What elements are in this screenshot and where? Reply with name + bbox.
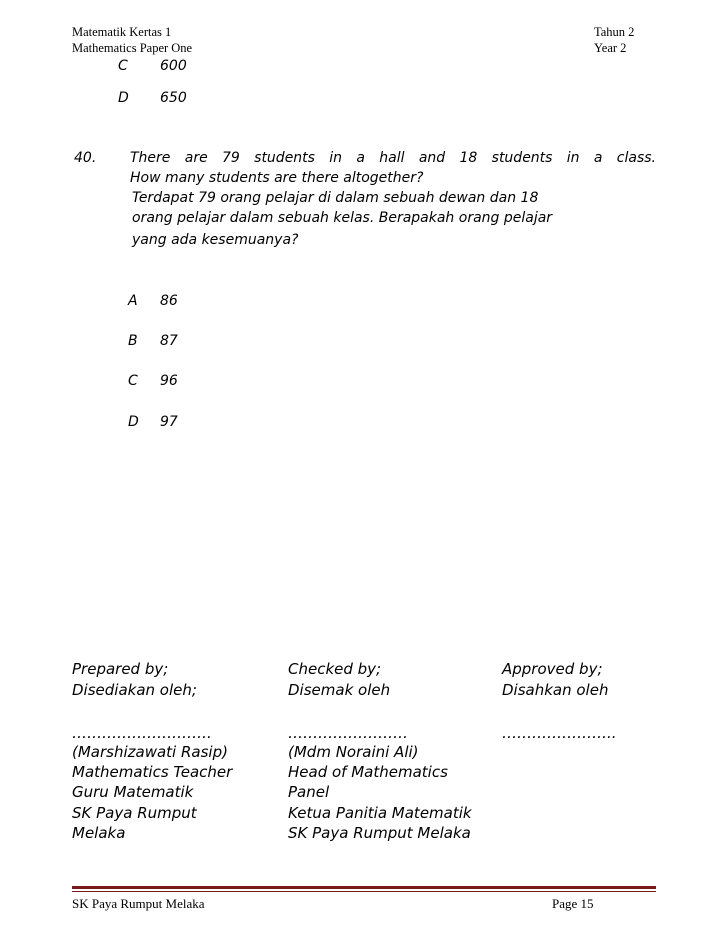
option-b-value: 87 [160,333,178,349]
question-text-ms-line2: orang pelajar dalam sebuah kelas. Berapakah orang pelajar [132,210,553,226]
option-d-value: 97 [160,414,178,430]
prepared-signature-dots: ………………………. [72,724,212,742]
approved-signature-dots: ………………….. [502,724,617,742]
prepared-role-1: Mathematics Teacher [72,763,233,781]
prev-option-c-value: 600 [160,58,187,74]
footer-page-number: Page 15 [552,896,594,911]
prev-option-d-letter: D [118,90,129,106]
prepared-label-en: Prepared by; [72,660,169,678]
option-d-letter: D [128,414,139,430]
header-left-line2: Mathematics Paper One [72,41,193,55]
question-text-en-line2: How many students are there altogether? [130,170,424,186]
question-text-ms-line1: Terdapat 79 orang pelajar di dalam sebuah dewan dan 18 [132,190,539,206]
checked-org: SK Paya Rumput Melaka [288,824,471,842]
checked-role-2: Panel [288,783,330,801]
option-c-value: 96 [160,373,178,389]
prev-option-d-value: 650 [160,90,187,106]
checked-label-en: Checked by; [288,660,382,678]
checked-signature-dots: …………………… [288,724,408,742]
prepared-org-2: Melaka [72,824,126,842]
footer-rule-thin [72,891,656,892]
checked-name: (Mdm Noraini Ali) [288,743,419,761]
footer-school: SK Paya Rumput Melaka [72,896,205,911]
option-b-letter: B [128,333,138,349]
checked-role-3: Ketua Panitia Matematik [288,804,472,822]
question-text-ms-line3: yang ada kesemuanya? [132,232,299,248]
footer-rule-thick [72,886,656,889]
header-right-line2: Year 2 [594,41,627,55]
header-right-line1: Tahun 2 [594,25,635,39]
checked-label-ms: Disemak oleh [288,681,391,699]
prepared-org-1: SK Paya Rumput [72,804,197,822]
prepared-name: (Marshizawati Rasip) [72,743,228,761]
approved-label-en: Approved by; [502,660,603,678]
checked-role-1: Head of Mathematics [288,763,448,781]
header-left-line1: Matematik Kertas 1 [72,25,172,39]
question-text-en-line1: There are 79 students in a hall and 18 students in a class. [130,150,656,166]
option-c-letter: C [128,373,138,389]
prepared-label-ms: Disediakan oleh; [72,681,197,699]
prepared-role-2: Guru Matematik [72,783,194,801]
option-a-letter: A [128,293,138,309]
prev-option-c-letter: C [118,58,128,74]
option-a-value: 86 [160,293,178,309]
question-number: 40. [74,150,97,166]
approved-label-ms: Disahkan oleh [502,681,609,699]
